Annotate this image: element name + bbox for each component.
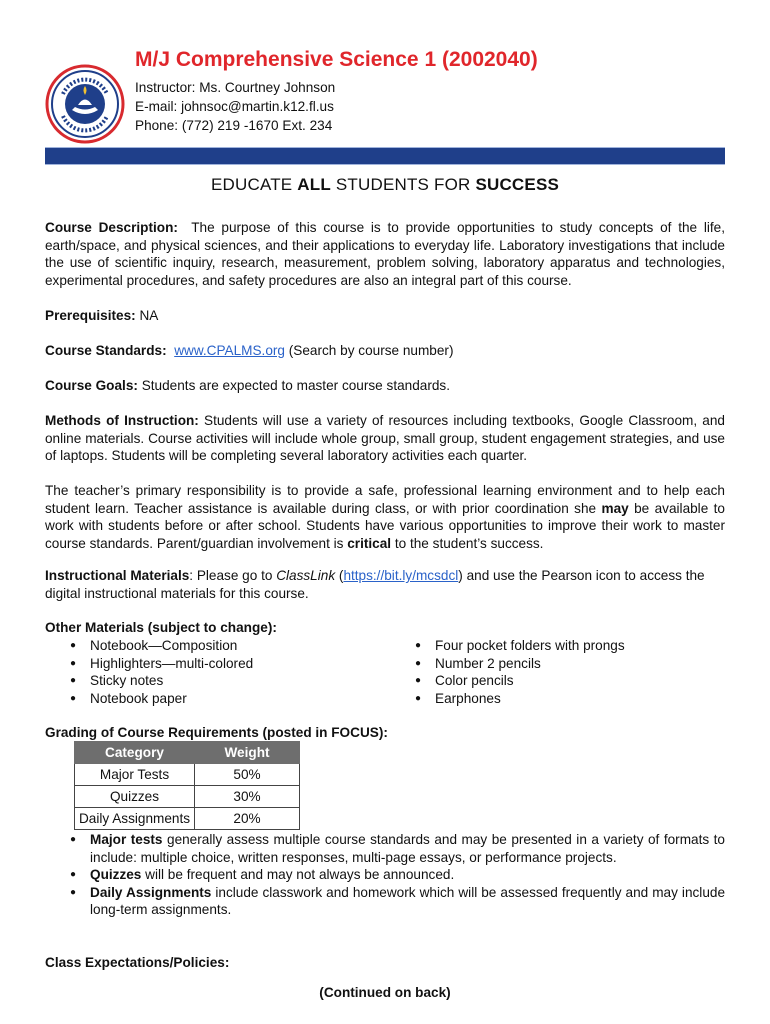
table-cell: 30% [195,786,300,808]
list-item: ● Sticky notes [45,672,390,690]
table-cell: Quizzes [75,786,195,808]
note-text: generally assess multiple course standards and may be presented in a variety of formats to include: multiple choice, written responses, multi-page essays, or performance projects. [90,832,725,865]
note-term: Daily Assignments [90,884,212,900]
list-item: ● Number 2 pencils [390,655,725,673]
expectations-label: Class Expectations/Policies: [45,955,230,970]
responsibility-emphasis: critical [347,535,392,551]
materials-list-left [45,637,390,707]
methods-text: Students will use a variety of resources including textbooks, Google Classroom, and online materials. Course activities will include whole group, small group, student engagement strategies, and use of laptops. Students will be completing several laboratory activities each quarter. [45,413,725,463]
table-row [75,786,300,808]
goals-label: Course Goals: [45,378,138,393]
list-item [45,866,725,884]
table-cell: 20% [195,808,300,830]
list-item: ● Highlighters—multi-colored [45,655,390,673]
table-row [75,764,300,786]
list-item: ● Notebook paper [45,690,390,708]
goals-text: Students are expected to master course standards. [141,378,450,393]
table-cell: 50% [195,764,300,786]
standards-label: Course Standards: [45,343,167,358]
methods-of-instruction [45,412,725,465]
grading-notes [45,831,725,919]
instructional-text: ( [335,568,344,583]
instructional-label: Instructional Materials [45,568,190,583]
standards-text: (Search by course number) [288,343,454,358]
note-text: will be frequent and may not always be announced. [141,867,455,882]
responsibility-emphasis: may [601,500,629,516]
note-term: Major tests [90,832,163,847]
continued-note: (Continued on back) [319,985,451,1000]
materials-list-right [390,637,725,707]
slogan-word: EDUCATE [210,175,293,194]
slogan-word: STUDENTS FOR [335,175,471,194]
other-materials-label: Other Materials (subject to change): [45,620,277,635]
prerequisites-text: NA [139,308,159,323]
list-item: ● Color pencils [390,672,725,690]
classlink-url[interactable]: https://bit.ly/mcsdcl [343,568,459,583]
table-cell: Major Tests [75,764,195,786]
column-header: Category [75,742,195,764]
note-term: Quizzes [90,867,142,882]
header [45,48,725,148]
phone-line: Phone: (772) 219 -1670 Ext. 234 [135,118,333,133]
list-item [45,884,725,919]
instructor-line: Instructor: Ms. Courtney Johnson [135,80,336,95]
grading-label: Grading of Course Requirements (posted in FOCUS): [45,725,388,740]
description-label: Course Description: [45,220,178,235]
cpalms-link[interactable]: www.CPALMS.org [174,343,285,358]
prerequisites-label: Prerequisites: [45,308,136,323]
prerequisites [45,307,725,325]
slogan-word-bold: SUCCESS [475,175,560,194]
instructional-text: ) and use the Pearson icon to access the digital instructional materials for this course. [45,568,705,601]
school-district-logo [45,64,125,144]
responsibility-text: be available to work with students before or after school. Students have various opportunities to improve their work to master course standards. Parent/guardian involvement is [45,500,725,551]
list-item: ● Notebook—Composition [45,637,390,655]
teacher-responsibility [45,482,725,552]
responsibility-text: to the student’s success. [391,535,544,551]
grading-table [74,741,300,830]
list-item: ● Four pocket folders with prongs [390,637,725,655]
instructional-text: : Please go to [189,568,277,583]
course-title: M/J Comprehensive Science 1 (2002040) [135,48,538,71]
description-text: The purpose of this course is to provide opportunities to study concepts of the life, earth/space, and physical sciences, and their applications to everyday life. Laboratory investigations that include the use of scientific inquiry, research, measurement, problem solving, laboratory apparatus and technologies, experimental procedures, and safety procedures are also an integral part of this course. [45,220,726,288]
email-line: E-mail: johnsoc@martin.k12.fl.us [135,99,334,114]
column-header: Weight [195,742,300,764]
list-item: ● Earphones [390,690,725,708]
note-text: include classwork and homework which will be assessed frequently and may include long-term assignments. [90,884,726,917]
course-goals [45,377,725,395]
classlink-name: ClassLink [276,568,336,583]
table-row [75,808,300,830]
methods-label: Methods of Instruction: [45,413,199,428]
list-item [45,831,725,866]
table-cell: Daily Assignments [75,808,195,830]
slogan-word-bold: ALL [297,175,331,194]
instructional-materials [45,567,725,602]
course-description [45,219,725,289]
course-standards [45,342,725,360]
header-divider-band [45,147,725,165]
responsibility-text: The teacher’s primary responsibility is to provide a safe, professional learning environment and to help each student learn. Teacher assistance is available during class, or with prior coordination she [45,483,725,516]
slogan [0,175,770,195]
table-header-row [75,742,300,764]
